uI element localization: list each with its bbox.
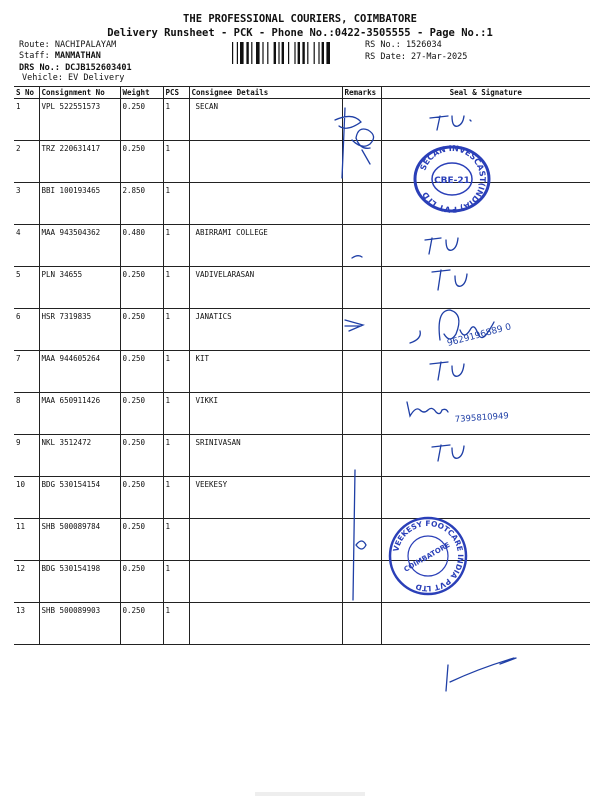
col-weight: Weight xyxy=(120,87,163,99)
cell-consignee: SRINIVASAN xyxy=(189,435,342,477)
cell-consignment: MAA 944605264 xyxy=(39,351,120,393)
table-row xyxy=(14,99,590,141)
cell-seal-signature xyxy=(381,99,590,141)
barcode-bar xyxy=(267,42,268,64)
cell-weight: 0.250 xyxy=(120,309,163,351)
cell-pcs: 1 xyxy=(163,519,189,561)
cell-pcs: 1 xyxy=(163,477,189,519)
runsheet-subtitle: Delivery Runsheet - PCK - Phone No.:0422-3505555 - Page No.:1 xyxy=(107,27,493,39)
drs-label: DRS No.: xyxy=(19,63,66,73)
staff-label: Staff: xyxy=(19,51,55,61)
cell-remarks xyxy=(342,309,381,351)
barcode-bar xyxy=(282,42,284,64)
phone-handwritten-1: 9629196889 0 xyxy=(446,322,513,349)
cell-consignee xyxy=(189,603,342,645)
cell-consignee xyxy=(189,519,342,561)
cell-sno: 7 xyxy=(14,351,39,393)
cell-sno: 10 xyxy=(14,477,39,519)
rs-number: RS No.: 1526034 xyxy=(365,40,442,50)
cell-weight: 0.250 xyxy=(120,519,163,561)
barcode-bar xyxy=(246,42,248,64)
rs-date: RS Date: 27-Mar-2025 xyxy=(365,52,468,62)
barcode-bar xyxy=(262,42,263,64)
cell-sno: 5 xyxy=(14,267,39,309)
cell-sno: 6 xyxy=(14,309,39,351)
cell-pcs: 1 xyxy=(163,309,189,351)
cell-consignee: SECAN xyxy=(189,99,342,141)
cell-remarks xyxy=(342,561,381,603)
cell-remarks xyxy=(342,351,381,393)
cell-consignee xyxy=(189,141,342,183)
cell-weight: 2.850 xyxy=(120,183,163,225)
col-pcs: PCS xyxy=(163,87,189,99)
table-row xyxy=(14,477,590,519)
cell-remarks xyxy=(342,519,381,561)
cell-remarks xyxy=(342,393,381,435)
cell-weight: 0.250 xyxy=(120,393,163,435)
cell-sno: 4 xyxy=(14,225,39,267)
cell-consignee: ABIRRAMI COLLEGE xyxy=(189,225,342,267)
cell-seal-signature xyxy=(381,603,590,645)
cell-seal-signature xyxy=(381,435,590,477)
barcode xyxy=(232,42,358,64)
vehicle-label: Vehicle: EV Delivery xyxy=(22,73,125,83)
table-row xyxy=(14,561,590,603)
col-consignment: Consignment No xyxy=(39,87,120,99)
cell-sno: 11 xyxy=(14,519,39,561)
bottom-check-mark xyxy=(446,658,516,691)
barcode-bar xyxy=(274,42,276,64)
cell-consignee: VEEKESY xyxy=(189,477,342,519)
cell-sno: 8 xyxy=(14,393,39,435)
cell-consignment: SHB 500089784 xyxy=(39,519,120,561)
cell-seal-signature xyxy=(381,267,590,309)
barcode-bar xyxy=(314,42,315,64)
table-row xyxy=(14,393,590,435)
cell-pcs: 1 xyxy=(163,225,189,267)
cell-sno: 12 xyxy=(14,561,39,603)
company-seal-stamp-1 xyxy=(407,143,497,215)
stamp1-text: SECAN INVESCAST(INDIA) PVT LTD xyxy=(418,143,488,215)
cell-consignment: PLN 34655 xyxy=(39,267,120,309)
cell-pcs: 1 xyxy=(163,141,189,183)
cell-remarks xyxy=(342,477,381,519)
barcode-bar xyxy=(307,42,308,64)
cell-pcs: 1 xyxy=(163,351,189,393)
table-row xyxy=(14,603,590,645)
cell-weight: 0.250 xyxy=(120,561,163,603)
barcode-bar xyxy=(298,42,300,64)
stamp2-center: COIMBATORE xyxy=(402,540,452,574)
table-row xyxy=(14,309,590,351)
table-row xyxy=(14,351,590,393)
cell-remarks xyxy=(342,267,381,309)
footer-smudge xyxy=(255,792,365,796)
cell-weight: 0.480 xyxy=(120,225,163,267)
cell-remarks xyxy=(342,603,381,645)
cell-weight: 0.250 xyxy=(120,141,163,183)
cell-consignment: MAA 943504362 xyxy=(39,225,120,267)
cell-consignee: JANATICS xyxy=(189,309,342,351)
cell-weight: 0.250 xyxy=(120,603,163,645)
cell-consignee: VIKKI xyxy=(189,393,342,435)
table-row xyxy=(14,267,590,309)
barcode-bar xyxy=(251,42,252,64)
barcode-bar xyxy=(302,42,304,64)
company-title: THE PROFESSIONAL COURIERS, COIMBATORE xyxy=(183,13,417,25)
barcode-bar xyxy=(322,42,324,64)
staff-name: MANMATHAN xyxy=(54,51,101,61)
cell-consignment: SHB 500089903 xyxy=(39,603,120,645)
cell-remarks xyxy=(342,225,381,267)
cell-pcs: 1 xyxy=(163,99,189,141)
stamp2-text: VEEKESY FOOTCARE INDIA PVT LTD xyxy=(391,518,466,594)
cell-pcs: 1 xyxy=(163,561,189,603)
staff-line xyxy=(19,51,101,61)
cell-seal-signature xyxy=(381,309,590,351)
col-remarks: Remarks xyxy=(342,87,381,99)
cell-remarks xyxy=(342,141,381,183)
col-consignee: Consignee Details xyxy=(189,87,342,99)
col-sno: S No xyxy=(14,87,39,99)
cell-consignee: KIT xyxy=(189,351,342,393)
cell-consignment: VPL 522551573 xyxy=(39,99,120,141)
cell-seal-signature xyxy=(381,351,590,393)
route-label: Route: NACHIPALAYAM xyxy=(19,40,117,50)
cell-sno: 1 xyxy=(14,99,39,141)
cell-consignee: VADIVELARASAN xyxy=(189,267,342,309)
cell-seal-signature xyxy=(381,225,590,267)
phone-handwritten-2: 7395810949 xyxy=(454,411,510,425)
cell-weight: 0.250 xyxy=(120,477,163,519)
cell-consignee xyxy=(189,561,342,603)
table-row xyxy=(14,183,590,225)
runsheet-table xyxy=(14,86,590,645)
col-seal-signature: Seal & Signature xyxy=(381,87,590,99)
cell-remarks xyxy=(342,435,381,477)
cell-pcs: 1 xyxy=(163,435,189,477)
cell-pcs: 1 xyxy=(163,183,189,225)
barcode-bar xyxy=(256,42,260,64)
barcode-bar xyxy=(288,42,289,64)
stamp1-center: CBE-21 xyxy=(434,176,470,186)
cell-consignment: TRZ 220631417 xyxy=(39,141,120,183)
cell-consignment: NKL 3512472 xyxy=(39,435,120,477)
cell-consignee xyxy=(189,183,342,225)
cell-weight: 0.250 xyxy=(120,99,163,141)
cell-pcs: 1 xyxy=(163,267,189,309)
table-row xyxy=(14,519,590,561)
cell-sno: 9 xyxy=(14,435,39,477)
cell-consignment: HSR 7319835 xyxy=(39,309,120,351)
barcode-bar xyxy=(240,42,244,64)
cell-pcs: 1 xyxy=(163,393,189,435)
barcode-bar xyxy=(232,42,233,64)
cell-sno: 2 xyxy=(14,141,39,183)
barcode-bar xyxy=(326,42,330,64)
table-row xyxy=(14,141,590,183)
cell-pcs: 1 xyxy=(163,603,189,645)
table-row xyxy=(14,225,590,267)
cell-consignment: BDG 530154154 xyxy=(39,477,120,519)
table-header-row xyxy=(14,87,590,99)
cell-consignment: BDG 530154198 xyxy=(39,561,120,603)
barcode-bar xyxy=(278,42,279,64)
cell-weight: 0.250 xyxy=(120,267,163,309)
cell-seal-signature xyxy=(381,393,590,435)
drs-line xyxy=(19,63,132,73)
company-seal-stamp-2 xyxy=(382,516,474,596)
cell-sno: 3 xyxy=(14,183,39,225)
cell-sno: 13 xyxy=(14,603,39,645)
cell-remarks xyxy=(342,183,381,225)
cell-seal-signature xyxy=(381,477,590,519)
cell-remarks xyxy=(342,99,381,141)
cell-weight: 0.250 xyxy=(120,351,163,393)
table-row xyxy=(14,435,590,477)
cell-consignment: BBI 100193465 xyxy=(39,183,120,225)
barcode-bar xyxy=(294,42,295,64)
cell-weight: 0.250 xyxy=(120,435,163,477)
barcode-bar xyxy=(318,42,319,64)
cell-consignment: MAA 650911426 xyxy=(39,393,120,435)
drs-number: DCJB152603401 xyxy=(65,63,132,73)
barcode-bar xyxy=(237,42,238,64)
